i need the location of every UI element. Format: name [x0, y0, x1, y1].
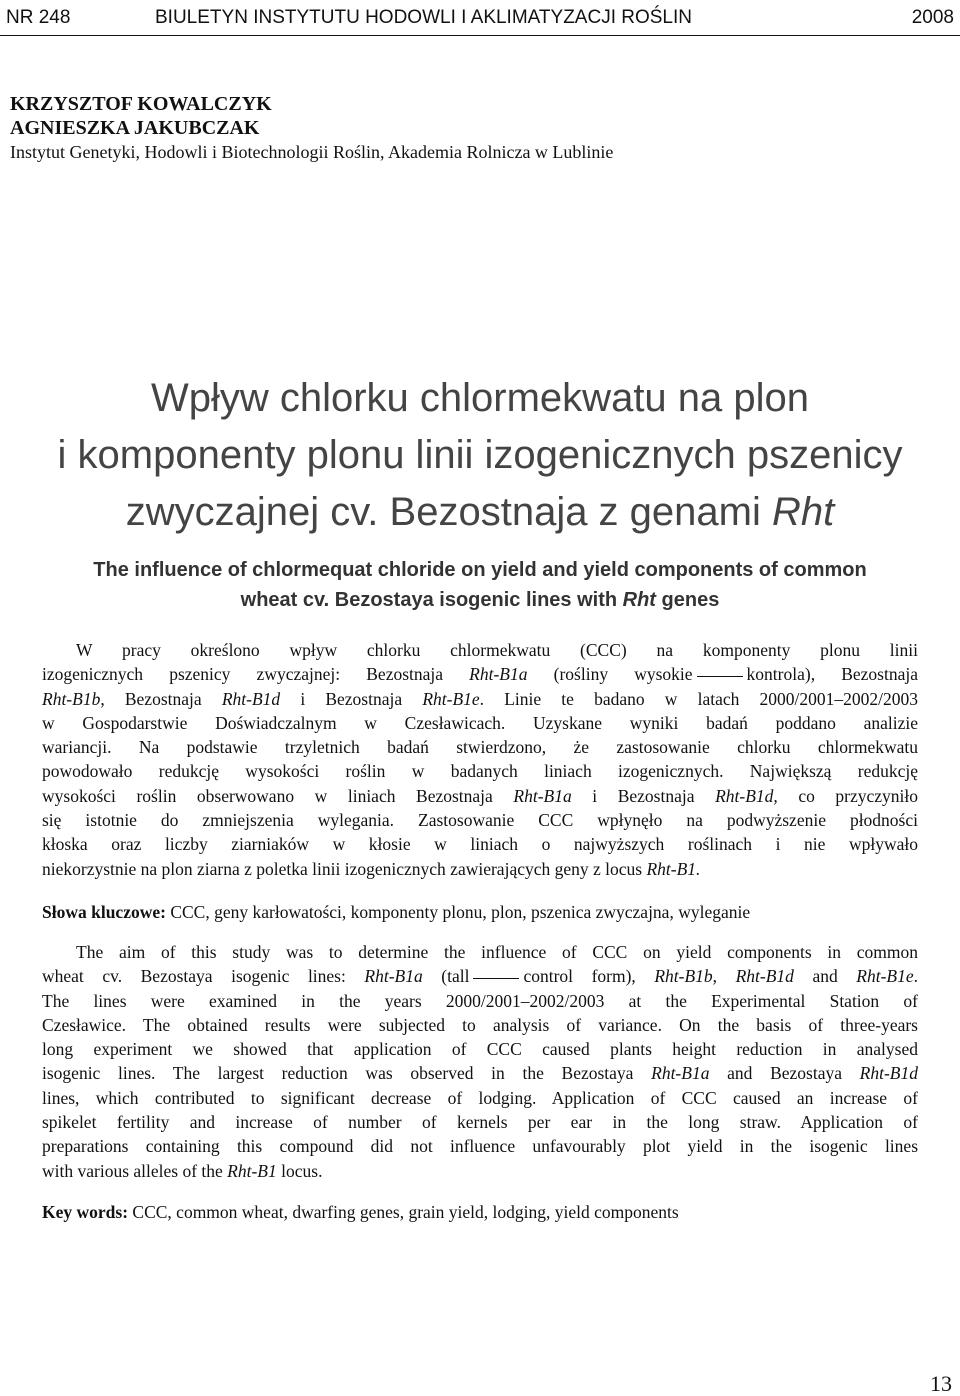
abstract-line: long experiment we showed that application of CCC caused plants height reduction in analysed — [42, 1039, 918, 1060]
issue-number: NR 248 — [6, 7, 71, 28]
title-en-line: The influence of chlormequat chloride on yield and yield components of common — [93, 559, 867, 581]
keywords-text: CCC, common wheat, dwarfing genes, grain yield, lodging, yield components — [128, 1202, 679, 1222]
abstract-line: kłoska oraz liczby ziarniaków w kłosie w liniach o najwyższych roślinach i nie wpływało — [42, 834, 918, 855]
gene-name: Rht — [771, 490, 835, 534]
title-english — [0, 555, 960, 615]
abstract-line: isogenic lines. The largest reduction was observed in the Bezostaya Rht-B1a and Bezostaya Rht-B1d — [42, 1063, 918, 1084]
author-name: AGNIESZKA JAKUBCZAK — [10, 117, 260, 139]
keywords-english — [42, 1200, 918, 1224]
abstract-line: Czesławice. The obtained results were subjected to analysis of variance. On the basis of three-years — [42, 1014, 918, 1035]
abstract-line: niekorzystnie na plon ziarna z poletka linii izogenicznych zawierających geny z locus Rht-B1. — [42, 858, 701, 879]
affiliation: Instytut Genetyki, Hodowli i Biotechnologii Roślin, Akademia Rolnicza w Lublinie — [10, 142, 614, 162]
em-dash — [473, 978, 519, 979]
abstract-line: powodowało redukcję wysokości roślin w badanych liniach izogenicznych. Największą redukcję — [42, 761, 918, 782]
abstract-line: spikelet fertility and increase of number of kernels per ear in the long straw. Application of — [42, 1112, 918, 1133]
abstract-line: wysokości roślin obserwowano w liniach Bezostnaja Rht-B1a i Bezostnaja Rht-B1d, co przyczyniło — [42, 785, 918, 806]
abstract-polish — [42, 638, 918, 881]
title-pl-line: i komponenty plonu linii izogenicznych pszenicy — [57, 433, 903, 477]
abstract-line: The aim of this study was to determine the influence of CCC on yield components in common — [76, 942, 918, 962]
abstract-line: wheat cv. Bezostaya isogenic lines: Rht-B1a (tall control form), Rht-B1b, Rht-B1d and Rht-B1e. — [42, 966, 918, 987]
running-header — [0, 4, 960, 34]
page-number: 13 — [930, 1371, 952, 1396]
title-en-line: wheat cv. Bezostaya isogenic lines with Rht genes — [240, 589, 720, 611]
abstract-line: The lines were examined in the years 2000/2001–2002/2003 at the Experimental Station of — [42, 990, 918, 1011]
abstract-line: się istotnie do zmniejszenia wylegania. Zastosowanie CCC wpłynęło na podwyższenie płodności — [42, 810, 918, 831]
keywords-label: Słowa kluczowe: — [42, 902, 166, 922]
keywords-label: Key words: — [42, 1202, 129, 1222]
abstract-line: w Gospodarstwie Doświadczalnym w Czesławicach. Uzyskane wyniki badań poddano analizie — [42, 712, 918, 733]
journal-title: BIULETYN INSTYTUTU HODOWLI I AKLIMATYZACJI ROŚLIN — [155, 7, 693, 28]
title-pl-line: zwyczajnej cv. Bezostnaja z genami Rht — [125, 490, 835, 534]
title-pl-line: Wpływ chlorku chlormekwatu na plon — [150, 376, 810, 420]
abstract-line: Rht-B1b, Bezostnaja Rht-B1d i Bezostnaja Rht-B1e. Linie te badano w latach 2000/2001–2002/2003 — [42, 688, 918, 709]
abstract-line: W pracy określono wpływ chlorku chlormekwatu (CCC) na komponenty plonu linii — [76, 640, 918, 660]
abstract-line: lines, which contributed to significant decrease of lodging. Application of CCC caused an increase of — [42, 1087, 918, 1108]
gene-name: Rht — [622, 589, 656, 611]
keywords-text: CCC, geny karłowatości, komponenty plonu, plon, pszenica zwyczajna, wyleganie — [165, 902, 751, 922]
author-name: KRZYSZTOF KOWALCZYK — [10, 93, 272, 115]
abstract-english — [42, 940, 918, 1183]
author-block — [10, 92, 950, 164]
title-polish — [0, 370, 960, 541]
abstract-line: with various alleles of the Rht-B1 locus. — [42, 1160, 323, 1181]
abstract-line: izogenicznych pszenicy zwyczajnej: Bezostnaja Rht-B1a (rośliny wysokie kontrola), Bezostnaja — [42, 664, 918, 685]
abstract-line: wariancji. Na podstawie trzyletnich badań stwierdzono, że zastosowanie chlorku chlormekwatu — [42, 737, 918, 758]
header-rule — [0, 35, 960, 36]
issue-year: 2008 — [911, 7, 954, 28]
keywords-polish — [42, 900, 918, 924]
em-dash — [697, 676, 743, 677]
abstract-line: preparations containing this compound did not influence unfavourably plot yield in the isogenic lines — [42, 1136, 918, 1157]
